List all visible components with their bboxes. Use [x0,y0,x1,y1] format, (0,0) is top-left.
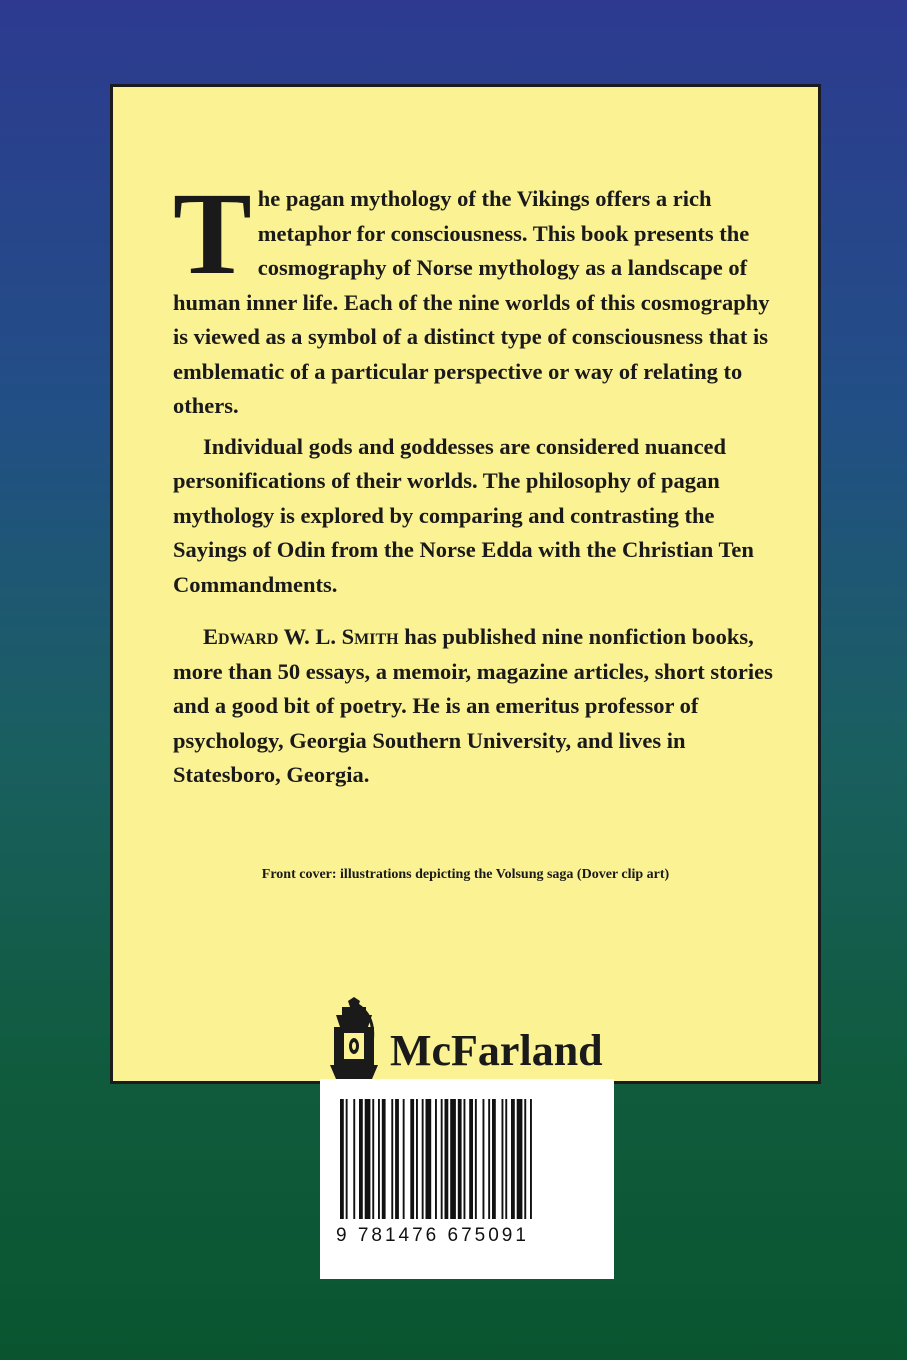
blurb-paragraph-1-text: he pagan mythology of the Vikings offers a rich metaphor for consciousness. This book presents the cosmography of Norse mythology as a landscape of human inner life. Each of the nine worlds of this cosmography is viewed as a symbol of a distinct type of consciousness that is emblematic of a particular perspective or way of relating to others. [173,186,770,418]
author-bio [173,620,773,793]
publisher-name: McFarland [390,1025,603,1075]
blurb-paragraph-1 [173,168,773,424]
lantern-logo-icon [328,997,380,1081]
author-name: Edward W. L. Smith [203,624,399,649]
isbn-digits: 9 781476 675091 [336,1225,529,1246]
cover-credit: Front cover: illustrations depicting the Volsung saga (Dover clip art) [261,867,670,882]
publisher-logo [328,997,603,1081]
yellow-text-panel [110,84,821,1084]
drop-cap: T [173,168,252,299]
barcode-label [320,1079,614,1279]
blurb-text [173,168,773,793]
blurb-paragraph-2: Individual gods and goddesses are considered nuanced personifications of their worlds. The philosophy of pagan mythology is explored by comparing and contrasting the Sayings of Odin from the Norse Edda with the Christian Ten Commandments. [173,433,754,597]
author-bio-text: has published nine nonfiction books, more than 50 essays, a memoir, magazine articles, short stories and a good bit of poetry. He is an emeritus professor of psychology, Georgia Southern University, and lives in Statesboro, Georgia. [173,624,773,787]
barcode-icon [332,1099,602,1229]
